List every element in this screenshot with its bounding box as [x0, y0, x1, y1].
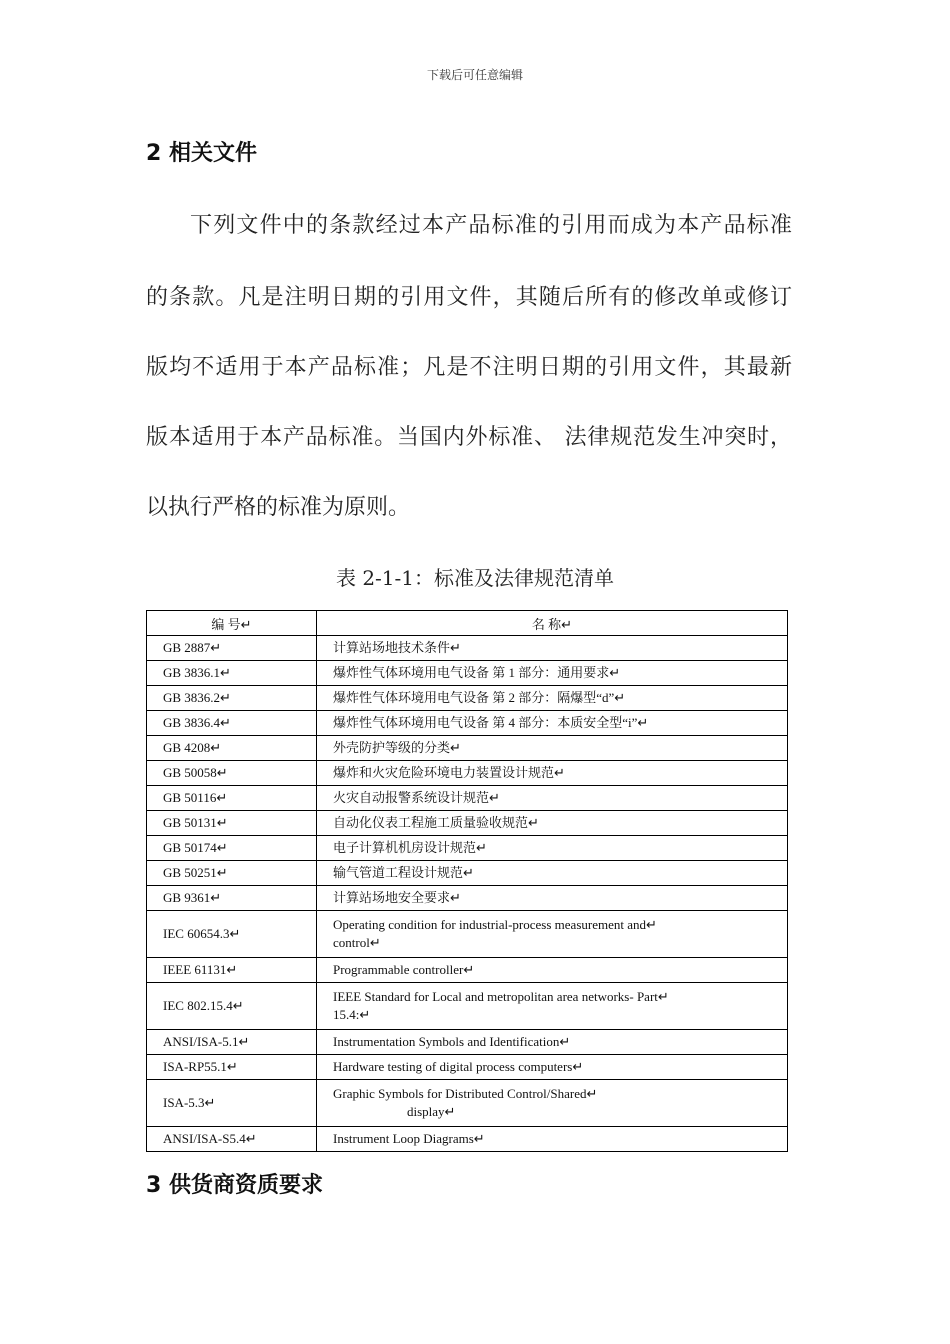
table-row [147, 911, 788, 958]
standard-name: 爆炸性气体环境用电气设备 第 4 部分：本质安全型“i”↵ [317, 711, 788, 736]
table-row [147, 1030, 788, 1055]
standard-code: ANSI/ISA-S5.4↵ [147, 1127, 317, 1152]
table-row [147, 761, 788, 786]
standard-name: Programmable controller↵ [317, 958, 788, 983]
standard-code: GB 9361↵ [147, 886, 317, 911]
standard-code: GB 50131↵ [147, 811, 317, 836]
standard-name [317, 911, 788, 958]
standard-name: 爆炸性气体环境用电气设备 第 2 部分：隔爆型“d”↵ [317, 686, 788, 711]
standard-code: GB 3836.1↵ [147, 661, 317, 686]
standard-code: GB 3836.4↵ [147, 711, 317, 736]
standard-name [317, 983, 788, 1030]
standard-code: ANSI/ISA-5.1↵ [147, 1030, 317, 1055]
table-header-row [147, 611, 788, 636]
standard-code: ISA-RP55.1↵ [147, 1055, 317, 1080]
standard-name: 输气管道工程设计规范↵ [317, 861, 788, 886]
standard-name [317, 1080, 788, 1127]
standard-code: GB 4208↵ [147, 736, 317, 761]
standard-name: 计算站场地技术条件↵ [317, 636, 788, 661]
standard-name: 自动化仪表工程施工质量验收规范↵ [317, 811, 788, 836]
standard-code: GB 2887↵ [147, 636, 317, 661]
standard-code: ISA-5.3↵ [147, 1080, 317, 1127]
table-row [147, 686, 788, 711]
paragraph-line: 的条款。凡是注明日期的引用文件，其随后所有的修改单或修订 [146, 285, 792, 310]
standard-name: Instrumentation Symbols and Identification↵ [317, 1030, 788, 1055]
standard-name: 电子计算机机房设计规范↵ [317, 836, 788, 861]
table-row [147, 983, 788, 1030]
table-row [147, 711, 788, 736]
standard-name: 计算站场地安全要求↵ [317, 886, 788, 911]
standard-name: 爆炸和火灾危险环境电力装置设计规范↵ [317, 761, 788, 786]
standard-code: GB 50116↵ [147, 786, 317, 811]
table-row [147, 636, 788, 661]
standard-name: 爆炸性气体环境用电气设备 第 1 部分：通用要求↵ [317, 661, 788, 686]
table-row [147, 958, 788, 983]
standard-code: GB 50058↵ [147, 761, 317, 786]
standard-name: Instrument Loop Diagrams↵ [317, 1127, 788, 1152]
table-row [147, 661, 788, 686]
standard-name: Hardware testing of digital process computers↵ [317, 1055, 788, 1080]
paragraph-line: 以执行严格的标准为原则。 [146, 495, 411, 520]
table-row [147, 1080, 788, 1127]
standards-table [146, 610, 788, 1152]
standard-code: GB 3836.2↵ [147, 686, 317, 711]
table-row [147, 1055, 788, 1080]
standard-name: 火灾自动报警系统设计规范↵ [317, 786, 788, 811]
standard-name-line: Graphic Symbols for Distributed Control/Shared↵ [333, 1086, 598, 1101]
table-row [147, 836, 788, 861]
standard-code: GB 50174↵ [147, 836, 317, 861]
standard-name-line: display↵ [407, 1104, 456, 1119]
section-2-heading: 2 相关文件 [146, 141, 257, 166]
standard-code: IEC 802.15.4↵ [147, 983, 317, 1030]
section-3-heading: 3 供货商资质要求 [146, 1173, 323, 1198]
table-row [147, 1127, 788, 1152]
standard-name-line: Operating condition for industrial-process measurement and↵ [333, 917, 657, 932]
standard-name-line: control↵ [333, 935, 381, 950]
column-header-name: 名 称↵ [317, 611, 788, 636]
table-caption: 表 2-1-1：标准及法律规范清单 [335, 566, 615, 590]
column-header-code: 编 号↵ [147, 611, 317, 636]
table-row [147, 786, 788, 811]
table-row [147, 861, 788, 886]
standard-name: 外壳防护等级的分类↵ [317, 736, 788, 761]
paragraph-line: 版均不适用于本产品标准；凡是不注明日期的引用文件，其最新 [146, 355, 792, 380]
table-row [147, 886, 788, 911]
standard-name-line: 15.4:↵ [333, 1007, 371, 1022]
table-row [147, 736, 788, 761]
paragraph-line: 版本适用于本产品标准。当国内外标准、 法律规范发生冲突时， [146, 425, 792, 450]
page-header-note: 下载后可任意编辑 [426, 68, 523, 82]
paragraph-line: 下列文件中的条款经过本产品标准的引用而成为本产品标准 [190, 213, 792, 238]
standard-code: IEC 60654.3↵ [147, 911, 317, 958]
standard-code: GB 50251↵ [147, 861, 317, 886]
table-row [147, 811, 788, 836]
standard-name-line: IEEE Standard for Local and metropolitan area networks- Part↵ [333, 989, 669, 1004]
standard-code: IEEE 61131↵ [147, 958, 317, 983]
